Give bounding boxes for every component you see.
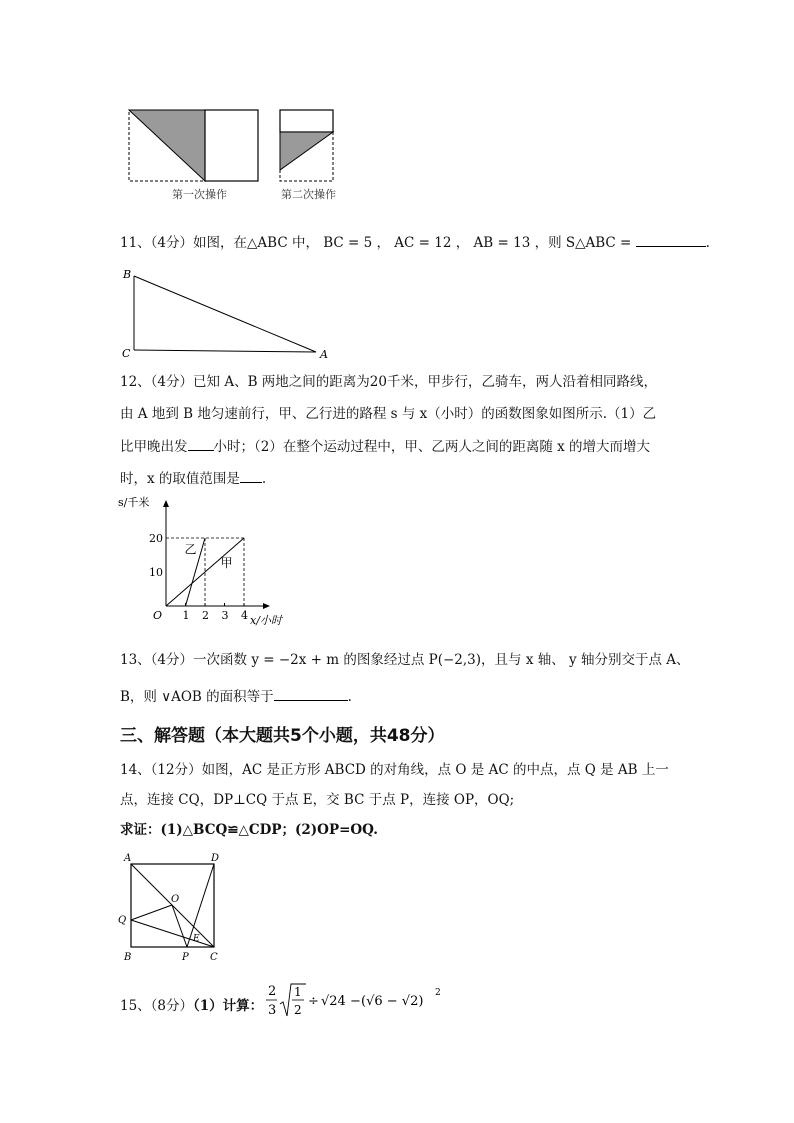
white-rect-1 [205, 110, 258, 181]
q14-text-1: 如图，AC 是正方形 ABCD 的对角线，点 O 是 AC 的中点，点 Q 是 AB 上一 [201, 762, 669, 778]
q15-frac-num: 2 [268, 984, 277, 999]
q13-text-1: 一次函数 y = −2x + m 的图象经过点 P(−2,3)，且与 x 轴、 y 轴分别交于点 A、 [193, 652, 690, 668]
q13-text-2b: . [347, 689, 352, 705]
q15-label: （1）计算： [193, 998, 264, 1014]
q15-frac-den: 3 [268, 1003, 277, 1018]
x-axis-arrow [263, 603, 270, 609]
q14-label-o: O [171, 894, 180, 905]
q12-line1 [120, 372, 657, 392]
q11-tail: . [705, 235, 710, 251]
q14-label-e: E [193, 934, 200, 944]
q12-line4 [120, 468, 266, 489]
q11-number: 11、（4分） [120, 235, 194, 251]
q12-blank-2[interactable] [240, 468, 262, 483]
q13-line2 [120, 686, 352, 707]
q13-line1 [120, 650, 689, 670]
x-tick-label-3: 3 [221, 609, 229, 622]
q15-minus: − [350, 994, 361, 1009]
x-tick-label-2: 2 [202, 609, 209, 622]
x-axis-title: x/小时 [250, 614, 282, 627]
q12-line2: 由 A 地到 B 地匀速前行，甲、乙行进的路程 s 与 x（小时）的函数图象如图所示.（1）乙 [120, 406, 657, 422]
x-tick-label-1: 1 [182, 609, 190, 622]
q14-line1 [120, 760, 669, 780]
q14-label-q: Q [118, 915, 127, 926]
caption-first-op: 第一次操作 [172, 188, 227, 201]
q14-square-figure [115, 850, 230, 965]
q13-answer-blank[interactable] [274, 686, 348, 701]
q14-label-d: D [211, 853, 220, 864]
q14-label-c: C [210, 952, 218, 963]
series-label-jia: 甲 [220, 555, 233, 570]
q14-line2: 点，连接 CQ，DP⊥CQ 于点 E，交 BC 于点 P，连接 OP，OQ; [120, 792, 515, 808]
q15-power: 2 [435, 988, 441, 998]
q15-sqrt-num: 1 [294, 985, 302, 999]
q13-text-2a: B，则 ∨AOB 的面积等于 [120, 689, 274, 705]
q11-answer-blank[interactable] [636, 232, 706, 247]
y-axis-title: s/千米 [118, 496, 150, 509]
q15-term2: √24 [321, 994, 346, 1009]
q12-line3 [120, 436, 650, 457]
q12-text-3a: 比甲晚出发 [120, 439, 188, 455]
origin-label: O [153, 609, 163, 622]
q12-chart [116, 492, 316, 634]
q11-text [120, 232, 710, 253]
x-tick-label-4: 4 [241, 609, 248, 622]
shaded-triangle-2 [280, 132, 333, 170]
q15-line [120, 992, 263, 1020]
q15-paren: (√6 − √2) [361, 994, 424, 1009]
q12-number: 12、（4分） [120, 374, 194, 390]
q14-number: 14、（12分） [120, 762, 202, 778]
q12-text-4a: 时，x 的取值范围是 [120, 471, 240, 487]
q12-text-1: 已知 A、B 两地之间的距离为20千米，甲步行，乙骑车，两人沿着相同路线， [193, 374, 657, 390]
q15-number: 15、（8分） [120, 998, 194, 1014]
q14-label-p: P [182, 952, 189, 963]
white-rect-2 [280, 110, 333, 132]
shaded-triangle-1 [129, 110, 205, 181]
q11-label-c: C [122, 347, 131, 360]
y-axis-arrow [163, 500, 169, 507]
q12-blank-1[interactable] [188, 436, 214, 451]
q15-div: ÷ [308, 994, 319, 1009]
q11-body: 如图，在△ABC 中， BC = 5 ， AC = 12 ， AB = 13 ，则 S△ABC = [193, 235, 632, 251]
q11-label-b: B [123, 268, 132, 281]
y-tick-label-20: 20 [149, 532, 163, 545]
q14-line3: 求证：(1)△BCQ≌△CDP；(2)OP=OQ. [120, 822, 378, 838]
series-label-yi: 乙 [184, 542, 197, 557]
section-3-title: 三、解答题（本大题共5个小题，共48分） [120, 726, 445, 746]
q14-label-a: A [124, 853, 132, 864]
q14-label-b: B [124, 952, 132, 963]
q15-expression [262, 978, 452, 1024]
q13-number: 13、（4分） [120, 652, 194, 668]
caption-second-op: 第二次操作 [281, 188, 336, 201]
q11-label-a: A [320, 348, 328, 361]
q11-triangle [118, 264, 338, 364]
q12-text-3b: 小时；（2）在整个运动过程中，甲、乙两人之间的距离随 x 的增大而增大 [213, 439, 651, 455]
q15-sqrt-den: 2 [294, 1003, 302, 1017]
y-tick-label-10: 10 [149, 566, 163, 579]
q12-text-4b: . [261, 471, 267, 487]
